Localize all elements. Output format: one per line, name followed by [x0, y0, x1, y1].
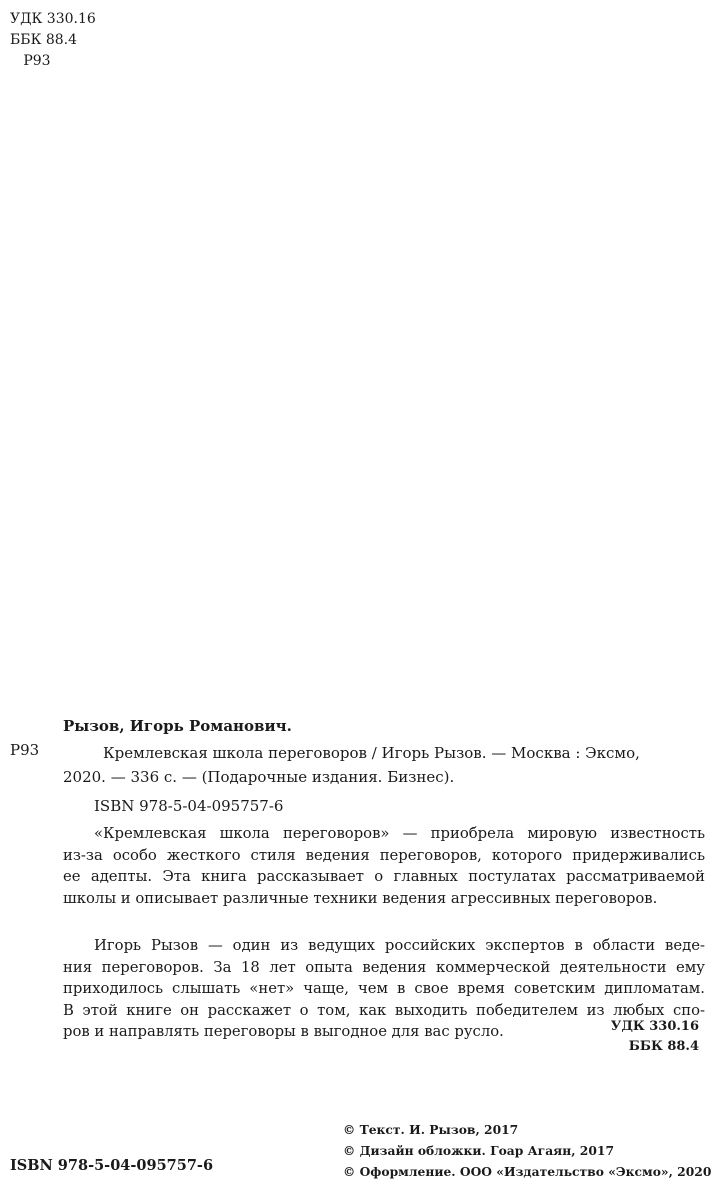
- bibliographic-description: [63, 741, 705, 789]
- bottom-isbn: ISBN 978-5-04-095757-6: [10, 1157, 214, 1174]
- biblio-line-2: 2020. — 336 с. — (Подарочные издания. Бизнес).: [63, 768, 455, 786]
- classification-udk: УДК 330.16: [610, 1019, 699, 1034]
- header-bbk: ББК 88.4: [10, 32, 78, 48]
- copyright-line: © Текст. И. Рызов, 2017: [343, 1122, 519, 1137]
- record-isbn: ISBN 978-5-04-095757-6: [94, 797, 284, 815]
- paragraph-line: «Кремлевская школа переговоров» — приобрела мировую известность: [94, 825, 705, 842]
- paragraph-line: ров и направлять переговоры в выгодное для вас русло.: [63, 1023, 504, 1040]
- paragraph-line: школы и описывает различные техники ведения агрессивных переговоров.: [63, 889, 658, 907]
- paragraph-line: ее адепты. Эта книга рассказывает о главных постулатах рассматриваемой: [63, 868, 705, 885]
- header-classification-codes: [10, 9, 96, 72]
- paragraph-line: Игорь Рызов — один из ведущих российских экспертов в области веде-: [94, 937, 705, 954]
- copyright-block: [343, 1119, 711, 1182]
- author-heading: Рызов, Игорь Романович.: [63, 717, 292, 735]
- paragraph-line: ния переговоров. За 18 лет опыта ведения коммерческой деятельности ему: [63, 958, 705, 976]
- paragraph-line: из-за особо жесткого стиля ведения переговоров, которого придерживались: [63, 846, 705, 864]
- annotation-paragraph-2: [63, 935, 705, 1043]
- annotation-paragraph-1: [63, 823, 705, 909]
- biblio-line-1: Кремлевская школа переговоров / Игорь Рызов. — Москва : Эксмо,: [103, 744, 640, 762]
- author-mark: Р93: [10, 741, 40, 759]
- copyright-line: © Дизайн обложки. Гоар Агаян, 2017: [343, 1143, 615, 1158]
- header-author-mark: Р93: [10, 53, 51, 69]
- header-udk: УДК 330.16: [10, 11, 96, 27]
- paragraph-line: приходилось слышать «нет» чаще, чем в свое время советским дипломатам.: [63, 980, 705, 997]
- classification-codes: [611, 1017, 699, 1057]
- classification-bbk: ББК 88.4: [628, 1039, 699, 1054]
- paragraph-line: В этой книге он расскажет о том, как выходить победителем из любых спо-: [63, 1001, 705, 1019]
- copyright-line: © Оформление. ООО «Издательство «Эксмо», 2020: [343, 1164, 712, 1179]
